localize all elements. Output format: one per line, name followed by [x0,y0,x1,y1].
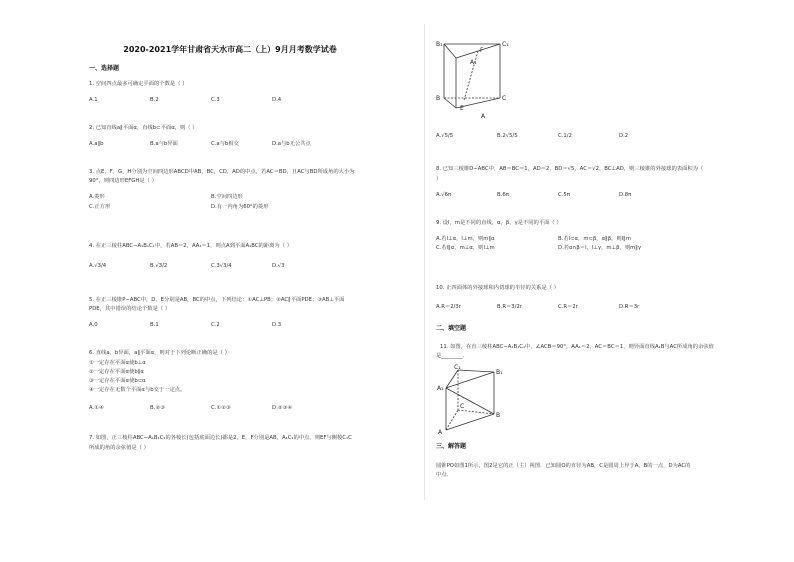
column-divider [424,24,425,500]
section-fill-heading: 二、填空题 [436,325,467,332]
question-2-stem: 2. 已知直线a∥平面α，直线b⊂平面α，则（ ） [89,125,198,131]
label-c1: C₁ [502,41,509,48]
question-7-option-d: D.2 [619,133,629,139]
question-7-stem-cont: 所成的角的余弦值是（ ） [89,445,149,451]
question-12-stem: 圆锥PO如图1所示，图2是它的正（主）视图．已知圆O的直径为AB，C是圆周上异于A，B的一点，D为AC的 [436,463,691,469]
page-title: 2020-2021学年甘肃省天水市高二（上）9月月考数学试卷 [123,45,337,54]
fig11-label-b: B [496,412,501,419]
question-5-option-c: C.2 [211,322,220,328]
question-5-stem-cont: PDE，其中错误的结论个数是（ ） [89,306,171,312]
question-3-stem: 3. 点E，F，G，H分别为空间四边形ABCD中AB，BC，CD，AD的中点，若AC＝BD，且AC与BD所成角的大小为 [89,169,355,175]
question-8-option-d: D.8π [619,192,632,198]
question-9-option-d: D.若α∩β＝l，l⊥γ，m⊥β，则m∥γ [558,245,642,251]
question-1-option-b: B.2 [150,97,159,103]
question-2-option-c: C.a与b相交 [211,141,239,147]
question-4-option-a: A.√3/4 [89,263,107,269]
question-10-option-a: A.R＝2/3r [436,304,461,310]
question-3-option-c: C.正方形 [89,204,111,210]
question-6-statement-3: ③一定存在平面α使b⊂α [89,378,146,384]
question-6-statement-1: ①一定存在平面α使b⊥α [89,360,146,366]
question-3-stem-cont: 90°，则四边形EFGH是（ ） [89,178,157,184]
fig11-label-a: A [438,429,443,436]
question-7-option-a: A.√5/5 [436,133,454,139]
question-12-stem-cont: 中点． [436,472,452,478]
question-3-option-a: A.菱形 [89,194,105,200]
fig11-label-c: C [460,403,465,410]
question-2-option-d: D.a与b无公共点 [272,141,311,147]
question-2-option-a: A.a∥b [89,141,104,147]
question-5-option-b: B.1 [150,322,159,328]
question-7-stem: 7. 如图，正三棱柱ABC−A₁B₁C₁的各棱长(包括底面边长)都是2，E，F分别是AB，A₁C₁的中点，则EF与侧棱C₁C [89,435,352,441]
question-1-option-a: A.1 [89,97,98,103]
question-9-option-a: A.若l⊥α，l⊥m，则m∥α [436,236,495,242]
question-4-option-c: C.3√3/4 [211,263,232,269]
question-8-stem-cont: ） [436,176,442,182]
question-10-option-b: B.R＝3/2r [497,304,522,310]
question-5-stem: 5. 在正三棱锥P−ABC中，D，E分别是AB，BC的中点，下列结论：①AC⊥PB；②AC∥平面PDE；③AB⊥平面 [89,297,345,303]
question-5-option-a: A.0 [89,322,98,328]
label-a: A [481,113,486,120]
question-9-option-c: C.若l∥α，m⊥α，则l⊥m [436,245,495,251]
question-1-option-c: C.3 [211,97,220,103]
question-6-statement-2: ②一定存在平面α使b∥α [89,369,144,375]
question-7-prism-figure [434,36,518,122]
question-8-option-b: B.6π [497,192,509,198]
question-6-statement-4: ④一定存在无数个平面α与b交于一定点。 [89,387,186,393]
question-8-stem: 8. 已知三棱锥D−ABC中，AB＝BC＝1，AD＝2，BD＝√5，AC＝√2，BC⊥AD，则三棱锥的外接球的表面积为（ [436,166,704,172]
question-6-option-b: B.②③ [150,405,165,411]
question-8-option-c: C.5π [558,192,570,198]
question-7-option-c: C.1/2 [558,133,572,139]
question-11-prism-figure [436,364,506,436]
question-4-option-d: D.√3 [272,263,285,269]
fig11-label-b1: B₁ [496,369,503,376]
label-a1: A₁ [470,59,477,66]
question-2-option-b: B.a与b异面 [150,141,178,147]
question-3-option-d: D.有一内角为60°的菱形 [211,204,269,210]
question-4-option-b: B.√3/2 [150,263,168,269]
section-choice-heading: 一、选择题 [89,65,120,72]
label-e: E [460,105,464,112]
question-4-stem: 4. 在正三棱柱ABC−A₁B₁C₁中，若AB＝2，AA₁＝1，则点A到平面A₁BC的距离为（ ） [89,243,293,249]
label-b: B [436,95,441,102]
question-11-stem: 11. 如图，在直三棱柱ABC−A₁B₁C₁中，∠ACB＝90°，AA₁＝2，AC＝BC＝1，则异面直线A₁B与AC所成角的余弦值 [440,344,714,350]
fig11-label-c1: C₁ [454,364,461,371]
label-b1: B₁ [436,41,443,48]
question-8-option-a: A.√6π [436,192,452,198]
question-7-option-b: B.2√5/5 [497,133,518,139]
question-10-stem: 10. 正四面体的外接球和内切球的半径的关系是（ ） [436,285,560,291]
question-11-stem-cont: 是________． [436,353,468,359]
fig11-label-a1: A₁ [437,385,444,392]
question-6-option-c: C.①②③ [211,405,231,411]
question-6-option-a: A.①④ [89,405,104,411]
label-f: F [480,47,484,54]
section-solve-heading: 三、解答题 [436,443,467,450]
question-9-option-b: B.若l⊂α，m⊂β，α∥β，则l∥m [558,236,631,242]
label-c: C [502,95,507,102]
question-3-option-b: B.空间四边形 [211,194,243,200]
question-9-stem: 9. 设l，m是不同的直线，α，β，γ是不同的平面（ ） [436,220,562,226]
question-5-option-d: D.3 [272,322,282,328]
question-10-option-c: C.R＝2r [558,304,578,310]
question-1-option-d: D.4 [272,97,282,103]
question-1-stem: 1. 空间四点最多可确定平面的个数是（ ） [89,81,188,87]
question-6-option-d: D.②③④ [272,405,293,411]
question-10-option-d: D.R＝3r [619,304,640,310]
question-6-stem: 6. 直线a，b异面，a∥平面α，则对于下列论断正确的是（ ） [89,350,230,356]
